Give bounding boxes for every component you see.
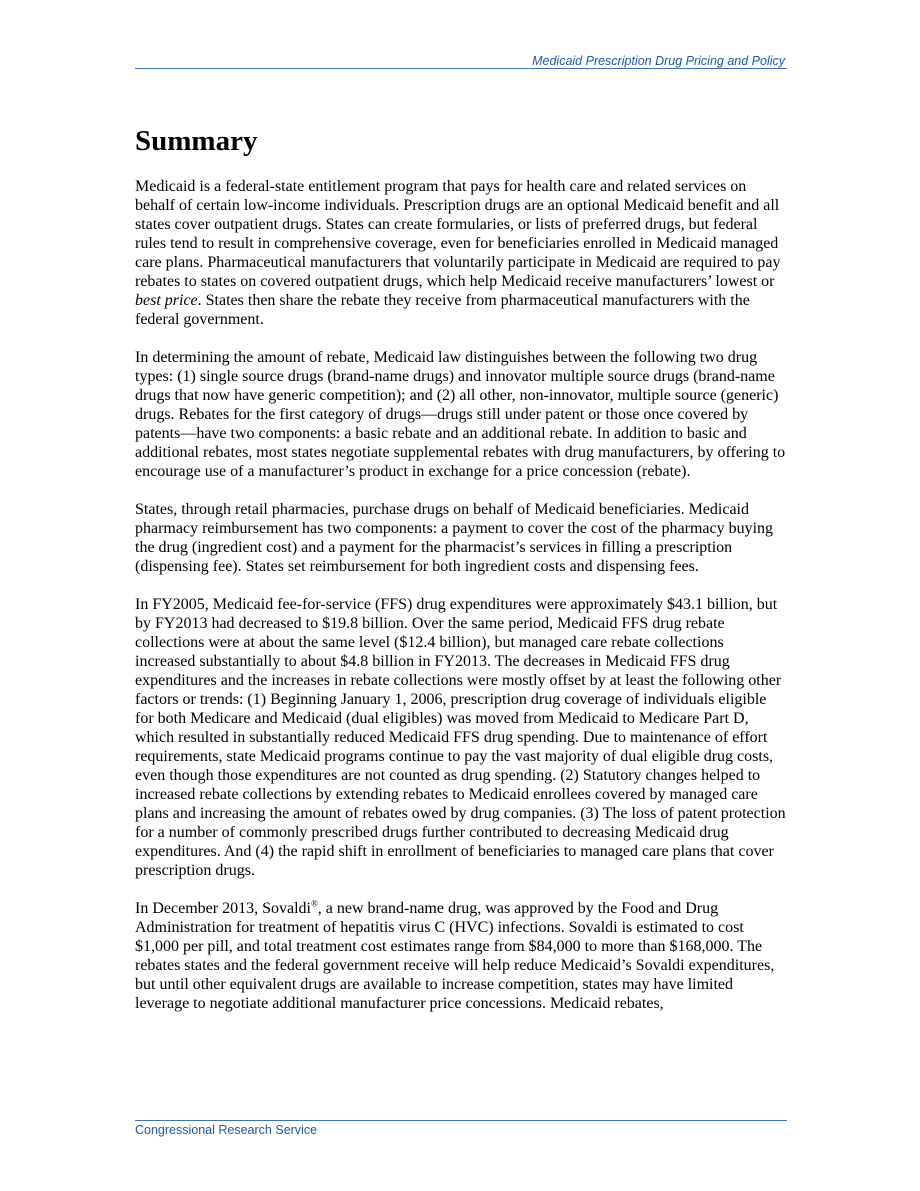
paragraph-1-text-a: Medicaid is a federal-state entitlement program that pays for health care and related services on behalf of certain low-income individuals. Prescription drugs are an optional Medicaid benefit and all states cover outpatient drugs. States can create formularies, or lists of preferred drugs, but federal rules tend to result in comprehensive coverage, even for beneficiaries enrolled in Medicaid managed care plans. Pharmaceutical manufacturers that voluntarily participate in Medicaid are required to pay rebates to states on covered outpatient drugs, which help Medicaid receive manufacturers’ lowest or <box>135 178 781 290</box>
paragraph-5-text-b: , a new brand-name drug, was approved by the Food and Drug Administration for treatment of hepatitis virus C (HVC) infections. Sovaldi is estimated to cost $1,000 per pill, and total treatment cost estimates range from $84,000 to more than $168,000. The rebates states and the federal government receive will help reduce Medicaid’s Sovaldi expenditures, but until other equivalent drugs are available to increase competition, states may have limited leverage to negotiate additional manufacturer price concessions. Medicaid rebates, <box>135 900 775 1012</box>
paragraph-3: States, through retail pharmacies, purchase drugs on behalf of Medicaid beneficiaries. Medicaid pharmacy reimbursement has two components: a payment to cover the cost of the pharmacy buying the drug (ingredient cost) and a payment for the pharmacist’s services in filling a prescription (dispensing fee). States set reimbursement for both ingredient costs and dispensing fees. <box>135 501 774 575</box>
registered-mark: ® <box>310 898 318 909</box>
paragraph-5 <box>135 899 787 1013</box>
section-title: Summary <box>135 125 258 157</box>
paragraph-4: In FY2005, Medicaid fee-for-service (FFS) drug expenditures were approximately $43.1 billion, but by FY2013 had decreased to $19.8 billion. Over the same period, Medicaid FFS drug rebate collections were at about the same level ($12.4 billion), but managed care rebate collections increased substantially to about $4.8 billion in FY2013. The decreases in Medicaid FFS drug expenditures and the increases in rebate collections were mostly offset by at least the following other factors or trends: (1) Beginning January 1, 2006, prescription drug coverage of individuals eligible for both Medicare and Medicaid (dual eligibles) was moved from Medicaid to Medicare Part D, which resulted in substantially reduced Medicaid FFS drug spending. Due to maintenance of effort requirements, state Medicaid programs continue to pay the vast majority of dual eligible drug costs, even though those expenditures are not counted as drug spending. (2) Statutory changes helped to increased rebate collections by extending rebates to Medicaid enrollees covered by managed care plans and increasing the amount of rebates owed by drug companies. (3) The loss of patent protection for a number of commonly prescribed drugs further contributed to decreasing Medicaid drug expenditures. And (4) the rapid shift in enrollment of beneficiaries to managed care plans that cover prescription drugs. <box>135 596 786 879</box>
header-divider <box>135 68 787 69</box>
footer-divider <box>135 1120 787 1121</box>
footer-organization: Congressional Research Service <box>135 1123 318 1137</box>
paragraph-1 <box>135 177 787 329</box>
paragraph-2: In determining the amount of rebate, Medicaid law distinguishes between the following two drug types: (1) single source drugs (brand-name drugs) and innovator multiple source drugs (brand-name drugs that now have generic competition); and (2) all other, non-innovator, multiple source (generic) drugs. Rebates for the first category of drugs—drugs still under patent or those once covered by patents—have two components: a basic rebate and an additional rebate. In addition to basic and additional rebates, most states negotiate supplemental rebates with drug manufacturers, by offering to encourage use of a manufacturer’s product in exchange for a price concession (rebate). <box>135 349 786 480</box>
summary-body <box>135 177 787 1032</box>
best-price-term: best price <box>135 292 198 309</box>
paragraph-1-text-b: . States then share the rebate they receive from pharmaceutical manufacturers with the federal government. <box>135 292 750 328</box>
running-header: Medicaid Prescription Drug Pricing and Policy <box>532 54 785 68</box>
paragraph-5-text-a: In December 2013, Sovaldi <box>135 900 311 917</box>
